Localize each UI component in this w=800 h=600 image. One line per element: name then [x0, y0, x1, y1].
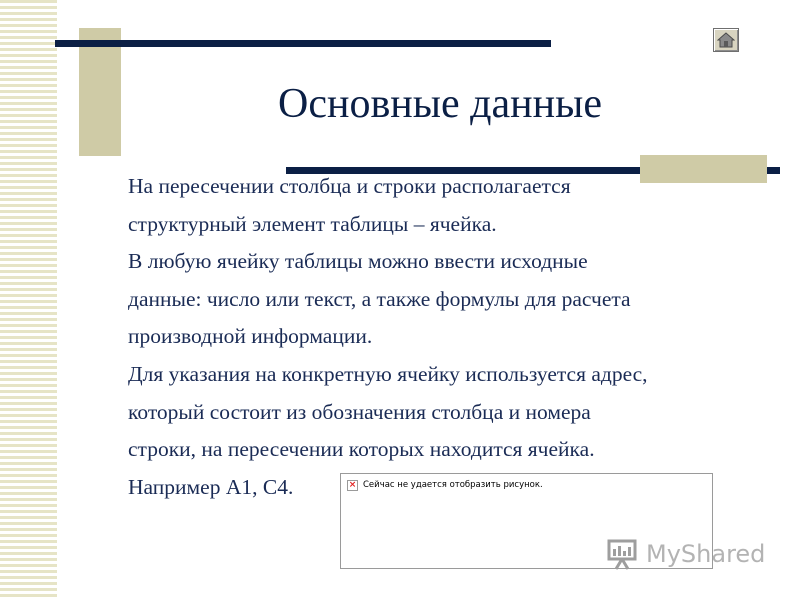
body-line: Для указания на конкретную ячейку используется адрес, [128, 361, 648, 386]
slide-body [128, 168, 788, 506]
body-line: данные: число или текст, а также формулы для расчета [128, 286, 631, 311]
body-line: структурный элемент таблицы – ячейка. [128, 211, 497, 236]
home-button[interactable] [713, 28, 739, 52]
body-line: производной информации. [128, 324, 373, 349]
watermark [606, 534, 765, 574]
presentation-board-icon [606, 537, 640, 571]
watermark-text: MyShared [646, 540, 766, 568]
body-line: строки, на пересечении которых находится ячейка. [128, 437, 595, 462]
slide-title: Основные данные [278, 81, 602, 127]
body-line: Например А1, С4. [128, 474, 294, 499]
decorative-stripes [0, 0, 57, 600]
body-line: который состоит из обозначения столбца и номера [128, 399, 591, 424]
body-line: В любую ячейку таблицы можно ввести исходные [128, 249, 588, 274]
decorative-block-left [79, 28, 121, 156]
home-icon [717, 32, 735, 48]
body-line: На пересечении столбца и строки располагается [128, 174, 571, 198]
broken-image-message: Сейчас не удается отобразить рисунок. [363, 480, 543, 490]
decorative-bar-top [55, 40, 551, 47]
broken-image-icon: × [348, 480, 357, 490]
